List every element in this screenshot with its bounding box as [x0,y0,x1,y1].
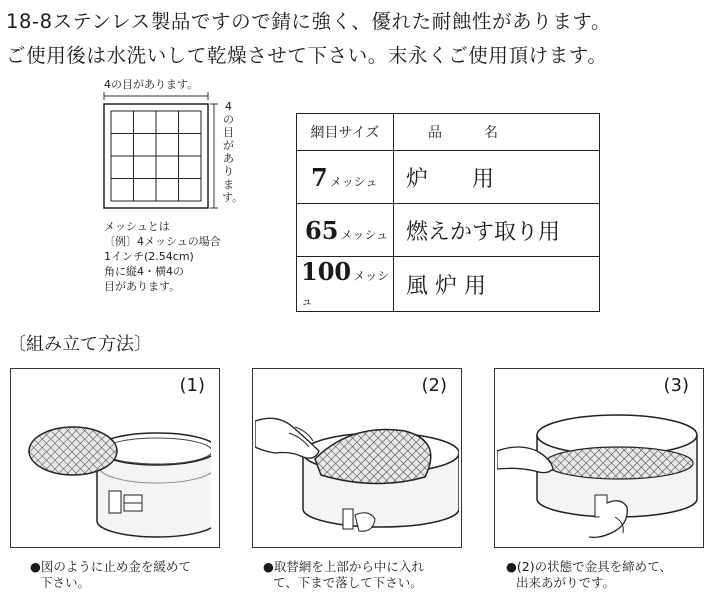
mesh-note-line: メッシュとは [104,220,170,233]
product-name-cell: 風 炉 用 [394,257,600,312]
mesh-note-line: 〔例〕4メッシュの場合 [104,235,221,248]
step-number: (3) [663,375,689,396]
mesh-note-line: 1インチ(2.54cm) [104,250,194,263]
header-mesh-size: 網目サイズ [297,114,394,151]
assembly-title: 〔組み立て方法〕 [8,334,152,355]
mesh-number: 65 [305,215,339,245]
mesh-number: 7 [311,162,328,192]
table-row [297,204,600,257]
mesh-note-line: 目があります。 [104,280,181,293]
table-row [297,257,600,312]
mesh-unit: メッシュ [301,269,390,308]
mesh-size-cell [297,204,394,257]
step-number: (1) [179,375,205,396]
step-2-illustration [255,391,459,541]
step-panel-1 [10,368,220,548]
table-header-row [297,114,600,151]
step-1-illustration [21,409,211,539]
mesh-size-cell [297,257,394,312]
caption-line: ●図のように止め金を緩めて [30,559,191,574]
mesh-side-label: 4の目があります。 [222,100,244,204]
step-3-illustration [497,399,701,543]
step-number: (2) [421,375,447,396]
caption-line: 出来あがりです。 [516,575,616,590]
header-product-name: 品 名 [394,114,600,151]
step-panel-2 [252,368,462,548]
mesh-top-label: 4の目があります。 [104,78,199,91]
caption-line: ●取替網を上部から中に入れ [263,559,424,574]
spec-table [296,113,600,312]
intro-line-2: ご使用後は水洗いして乾燥させて下さい。末永くご使用頂けます。 [6,44,608,67]
mesh-note-line: 角に縦4・横4の [104,265,184,278]
intro-line-1: 18-8ステンレス製品ですので錆に強く、優れた耐蝕性があります。 [6,10,612,33]
caption-line: ●(2)の状態で金具を締めて、 [506,559,672,574]
step-1-caption [30,559,191,591]
caption-line: 下さい。 [40,575,91,590]
caption-line: て、下まで落して下さい。 [273,575,423,590]
mesh-unit: メッシュ [340,227,389,242]
product-name-cell: 炉 用 [394,151,600,204]
mesh-unit: メッシュ [329,174,378,189]
product-name-cell: 燃えかす取り用 [394,204,600,257]
mesh-note [104,219,221,294]
table-row [297,151,600,204]
mesh-grid-diagram [98,92,228,217]
step-2-caption [263,559,424,591]
mesh-number: 100 [301,257,352,286]
mesh-size-cell [297,151,394,204]
step-3-caption [506,559,672,591]
step-panel-3 [494,368,704,548]
